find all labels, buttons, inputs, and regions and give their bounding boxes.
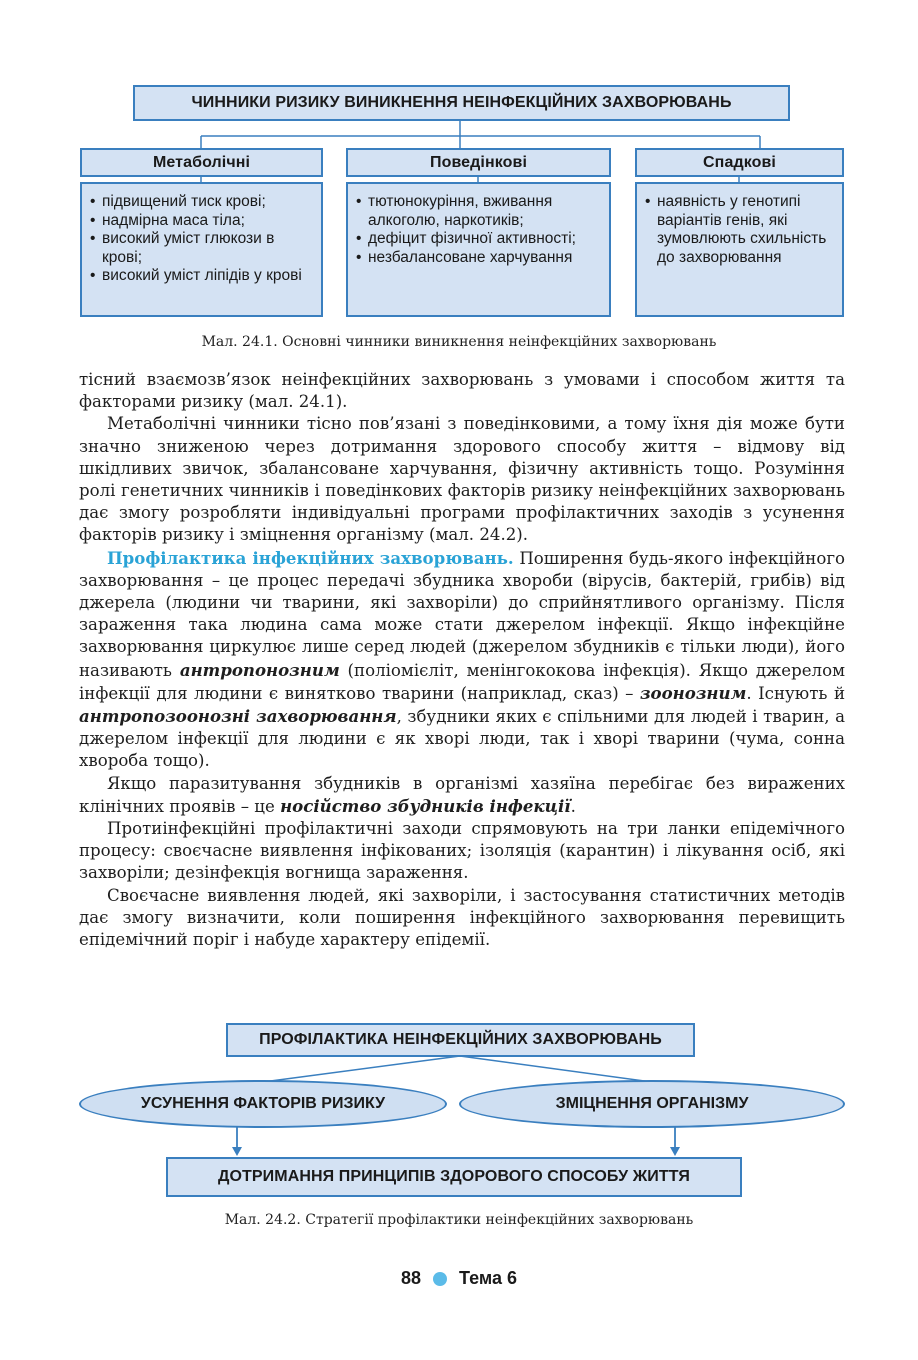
fig2-caption: Мал. 24.2. Стратегії профілактики неінфекційних захворювань (224, 1212, 694, 1228)
topic-label: Тема 6 (459, 1268, 517, 1288)
fig1-header-metabolic (80, 148, 323, 177)
term: носійство збудників інфекції (280, 795, 571, 816)
fig1-header-behavioral-label: Поведінкові (429, 153, 527, 171)
list-item: • дефіцит фізичної активності; (356, 230, 601, 249)
fig2-left-label: УСУНЕННЯ ФАКТОРІВ РИЗИКУ (140, 1095, 386, 1112)
list-item: • надмірна маса тіла; (90, 212, 313, 231)
fig1-title: ЧИННИКИ РИЗИКУ ВИНИКНЕННЯ НЕІНФЕКЦІЙНИХ ЗАХВОРЮВАНЬ (191, 94, 732, 111)
fig1-header-hereditary (635, 148, 844, 177)
list-item: • наявність у генотипі варіантів генів, які зумовлюють схильність до захворювання (645, 193, 834, 267)
fig2-right-ellipse (459, 1080, 845, 1128)
term: антропозоонозні захворювання (79, 706, 397, 727)
list-item: • незбалансоване харчування (356, 249, 601, 268)
list-item: • підвищений тиск крові; (90, 193, 313, 212)
paragraph: Якщо паразитування збудників в організмі хазяїна перебігає без виражених клінічних проявів – це носійство збудників інфекції. (79, 773, 845, 816)
paragraph: Метаболічні чинники тісно пов’язані з поведінковими, а тому їхня дія може бути значно зниженою через дотримання здорового способу життя – відмову від шкідливих звичок, збалансоване харчування, фізичну активність тощо. Розуміння ролі генетичних чинників і поведінкових факторів ризику неінфекційних захворювань дає змогу розробляти індивідуальні програми профілактичних заходів з усунення факторів ризику і зміцнення організму (мал. 24.2). (79, 414, 845, 545)
fig2-title: ПРОФІЛАКТИКА НЕІНФЕКЦІЙНИХ ЗАХВОРЮВАНЬ (259, 1031, 662, 1048)
paragraph: Профілактика інфекційних захворювань. Поширення будь-якого інфекційного захворювання – це процес передачі збудника хвороби (вірусів, бактерій, грибів) від джерела (людини чи тварини, які захворіли) до сприйнятливого організму. Після зараження така людина сама може стати джерелом інфекції. Якщо інфекційне захворювання циркулює лише серед людей (джерелом збудників є тільки люди), його називають антропонозним (поліомієліт, менінгококова інфекція). Якщо джерелом інфекції для людини є винятково тварини (наприклад, сказ) – зоонозним. Існують й антропозоонозні захворювання, збудники яких є спільними для людей і тварин, а джерелом інфекції для людини є як хворі люди, так і хворі тварини (чума, сонна хвороба тощо). (79, 547, 846, 771)
page-number: 88 (400, 1268, 422, 1288)
term: зоонозним (639, 682, 747, 703)
fig1-list-behavioral (346, 182, 611, 317)
fig2-left-ellipse (79, 1080, 447, 1128)
fig2-bottom-label: ДОТРИМАННЯ ПРИНЦИПІВ ЗДОРОВОГО СПОСОБУ ЖИТТЯ (217, 1168, 690, 1185)
bullet-dot-icon (433, 1272, 447, 1286)
paragraph: Протиінфекційні профілактичні заходи спрямовують на три ланки епідемічного процесу: своєчасне виявлення інфікованих; ізоляція (карантин) і лікування осіб, які захворіли; дезінфекція вогнища зараження. (79, 819, 845, 883)
fig1-list-hereditary (635, 182, 844, 317)
list-item: • високий уміст ліпідів у крові (90, 267, 313, 286)
fig1-title-box (133, 85, 790, 121)
fig1-list-metabolic (80, 182, 323, 317)
section-heading: Профілактика інфекційних захворювань. (107, 547, 514, 568)
list-item: • високий уміст глюкози в крові; (90, 230, 313, 267)
fig1-caption: Мал. 24.1. Основні чинники виникнення неінфекційних захворювань (201, 334, 717, 350)
fig2-bottom-box (166, 1157, 742, 1197)
fig1-header-metabolic-label: Метаболічні (152, 153, 251, 171)
fig1-header-hereditary-label: Спадкові (703, 153, 776, 171)
page-footer (0, 1268, 918, 1289)
fig2-right-label: ЗМІЦНЕННЯ ОРГАНІЗМУ (555, 1095, 749, 1112)
term: антропонозним (179, 659, 340, 680)
fig1-header-behavioral (346, 148, 611, 177)
body-text (79, 369, 845, 951)
paragraph: тісний взаємозв’язок неінфекційних захворювань з умовами і способом життя та факторами ризику (мал. 24.1). (79, 370, 845, 412)
paragraph: Своєчасне виявлення людей, які захворіли, і застосування статистичних методів дає змогу визначити, коли поширення інфекційного захворювання перевищить епідемічний поріг і набуде характеру епідемії. (79, 885, 845, 950)
fig2-title-box (226, 1023, 695, 1057)
list-item: • тютюнокуріння, вживання алкоголю, наркотиків; (356, 193, 601, 230)
